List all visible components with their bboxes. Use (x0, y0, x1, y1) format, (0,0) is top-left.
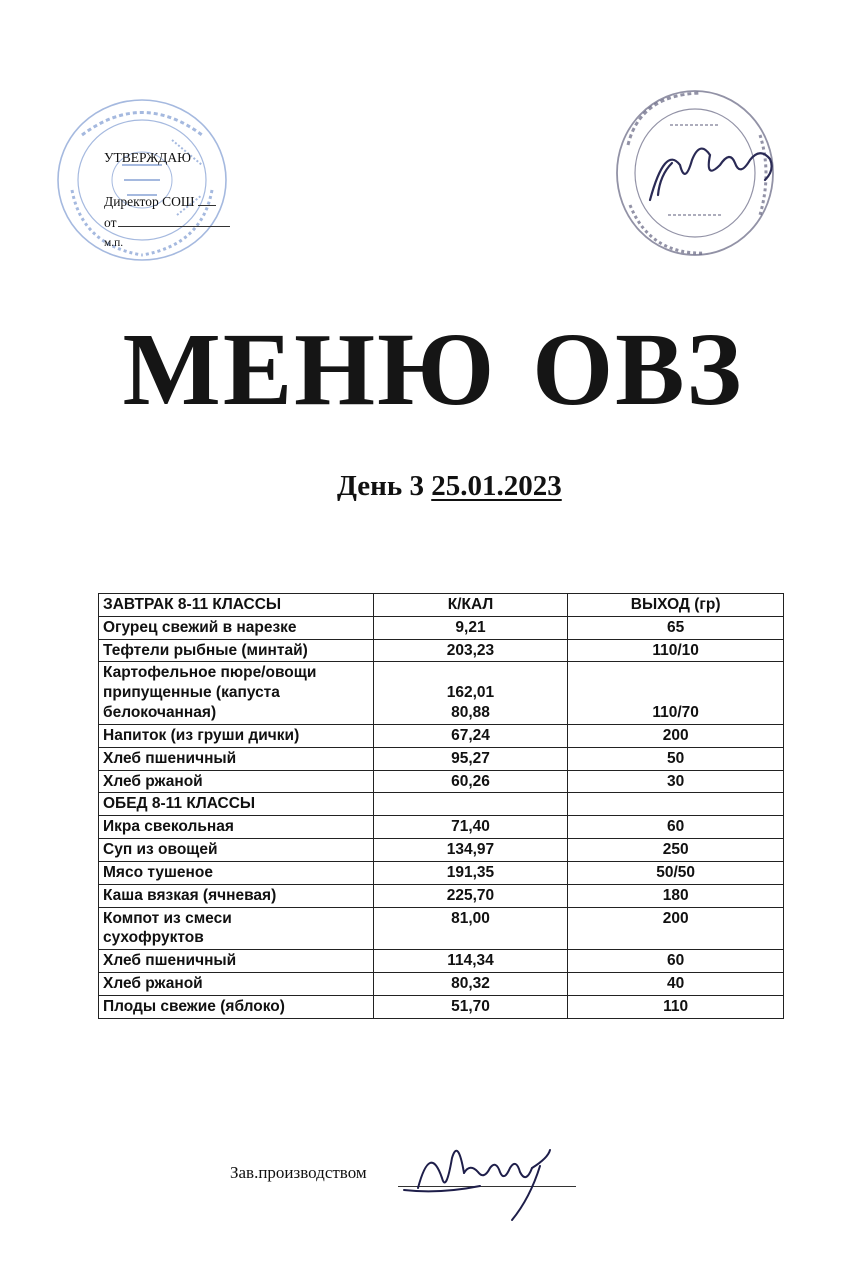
table-row: Тефтели рыбные (минтай) 203,23 110/10 (99, 639, 784, 662)
approval-date: от (104, 215, 117, 230)
menu-table (98, 593, 784, 1019)
section-lunch-header: ОБЕД 8-11 КЛАССЫ (99, 793, 374, 816)
production-manager-label: Зав.производством (230, 1163, 367, 1182)
table-header-row (99, 594, 784, 617)
menu-date: 25.01.2023 (431, 470, 562, 502)
table-row: Хлеб пшеничный 95,27 50 (99, 747, 784, 770)
approval-heading: УТВЕРЖДАЮ (104, 150, 192, 165)
title-word-ovz: ОВЗ (532, 312, 744, 427)
table-row: Хлеб ржаной 80,32 40 (99, 973, 784, 996)
table-row: Картофельное пюре/овощи припущенные (капуста белокочанная) 162,01 80,88 110/70 (99, 662, 784, 724)
school-seal-stamp (52, 95, 232, 270)
page-title (0, 312, 866, 427)
table-row: Компот из смеси сухофруктов 81,00 200 (99, 907, 784, 950)
approval-director: Директор СОШ (104, 194, 195, 209)
title-word-menu: МЕНЮ (122, 312, 497, 427)
table-row: Суп из овощей 134,97 250 (99, 839, 784, 862)
table-row: Напиток (из груши дички) 67,24 200 (99, 724, 784, 747)
table-row: Каша вязкая (ячневая) 225,70 180 (99, 884, 784, 907)
approval-stamp-place: м.п. (104, 237, 124, 249)
table-row: Огурец свежий в нарезке 9,21 65 (99, 616, 784, 639)
day-subtitle (337, 470, 562, 503)
output-column-header: ВЫХОД (гр) (568, 594, 784, 617)
table-row: Хлеб пшеничный 114,34 60 (99, 950, 784, 973)
director-seal-signature (610, 85, 790, 270)
kcal-column-header: К/КАЛ (373, 594, 568, 617)
table-row: Хлеб ржаной 60,26 30 (99, 770, 784, 793)
manager-signature (400, 1138, 570, 1233)
section-breakfast-header: ЗАВТРАК 8-11 КЛАССЫ (99, 594, 374, 617)
table-row: Мясо тушеное 191,35 50/50 (99, 861, 784, 884)
table-row: Плоды свежие (яблоко) 51,70 110 (99, 995, 784, 1018)
table-row: Икра свекольная 71,40 60 (99, 816, 784, 839)
day-label: День 3 (337, 470, 424, 502)
section-lunch-row (99, 793, 784, 816)
